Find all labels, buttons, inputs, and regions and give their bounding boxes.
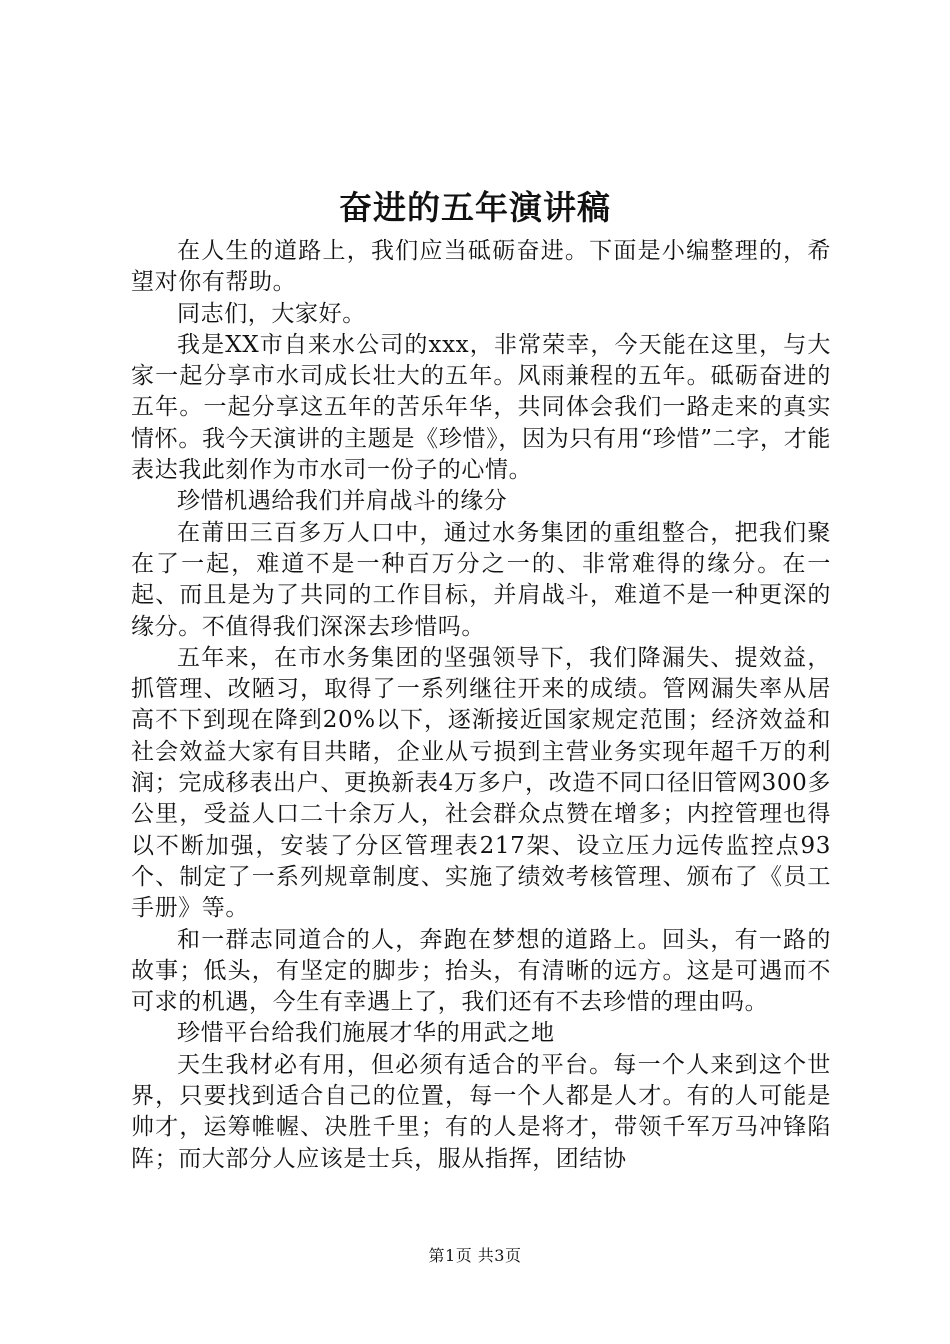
section-heading-platform: 珍惜平台给我们施展才华的用武之地: [177, 1020, 555, 1047]
paragraph-greeting: 同志们，大家好。: [177, 300, 366, 327]
paragraph-achievements: 五年来，在市水务集团的坚强领导下，我们降漏失、提效益，抓管理、改陋习，取得了一系列继往开来的成绩。管网漏失率从居高不下到现在降到20%以下，逐渐接近国家规定范围；经济效益和社会效益大家有目共睹，企业从亏损到主营业务实现年超千万的利润；完成移表出户、更换新表4万多户，改造不同口径旧管网300多公里，受益人口二十余万人，社会群众点赞在增多；内控管理也得以不断加强，安装了分区管理表217架、设立压力远传监控点93个、制定了一系列规章制度、实施了绩效考核管理、颁布了《员工手册》等。: [131, 644, 831, 922]
paragraph-like-minded: 和一群志同道合的人，奔跑在梦想的道路上。回头，有一路的故事；低头，有坚定的脚步；抬头，有清晰的远方。这是可遇而不可求的机遇，今生有幸遇上了，我们还有不去珍惜的理由吗。: [131, 926, 831, 1016]
paragraph-talent: 天生我材必有用，但必须有适合的平台。每一个人来到这个世界，只要找到适合自己的位置，每一个人都是人才。有的人可能是帅才，运筹帷幄、决胜千里；有的人是将才，带领千军万马冲锋陷阵；而大部分人应该是士兵，服从指挥，团结协: [131, 1051, 831, 1172]
paragraph-intro: 在人生的道路上，我们应当砥砺奋进。下面是小编整理的，希望对你有帮助。: [131, 238, 831, 296]
section-heading-opportunity: 珍惜机遇给我们并肩战斗的缘分: [177, 488, 508, 515]
document-title: 奋进的五年演讲稿: [339, 188, 611, 227]
document-body: [131, 236, 831, 1175]
paragraph-fate: 在莆田三百多万人口中，通过水务集团的重组整合，把我们聚在了一起，难道不是一种百万分之一的、非常难得的缘分。在一起、而且是为了共同的工作目标，并肩战斗，难道不是一种更深的缘分。不值得我们深深去珍惜吗。: [131, 519, 831, 640]
page-footer: 第1页 共3页: [428, 1246, 522, 1265]
paragraph-self-introduction: 我是XX市自来水公司的xxx，非常荣幸，今天能在这里，与大家一起分享市水司成长壮大的五年。风雨兼程的五年。砥砺奋进的五年。一起分享这五年的苦乐年华，共同体会我们一路走来的真实情怀。我今天演讲的主题是《珍惜》，因为只有用“珍惜”二字，才能表达我此刻作为市水司一份子的心情。: [131, 331, 831, 484]
